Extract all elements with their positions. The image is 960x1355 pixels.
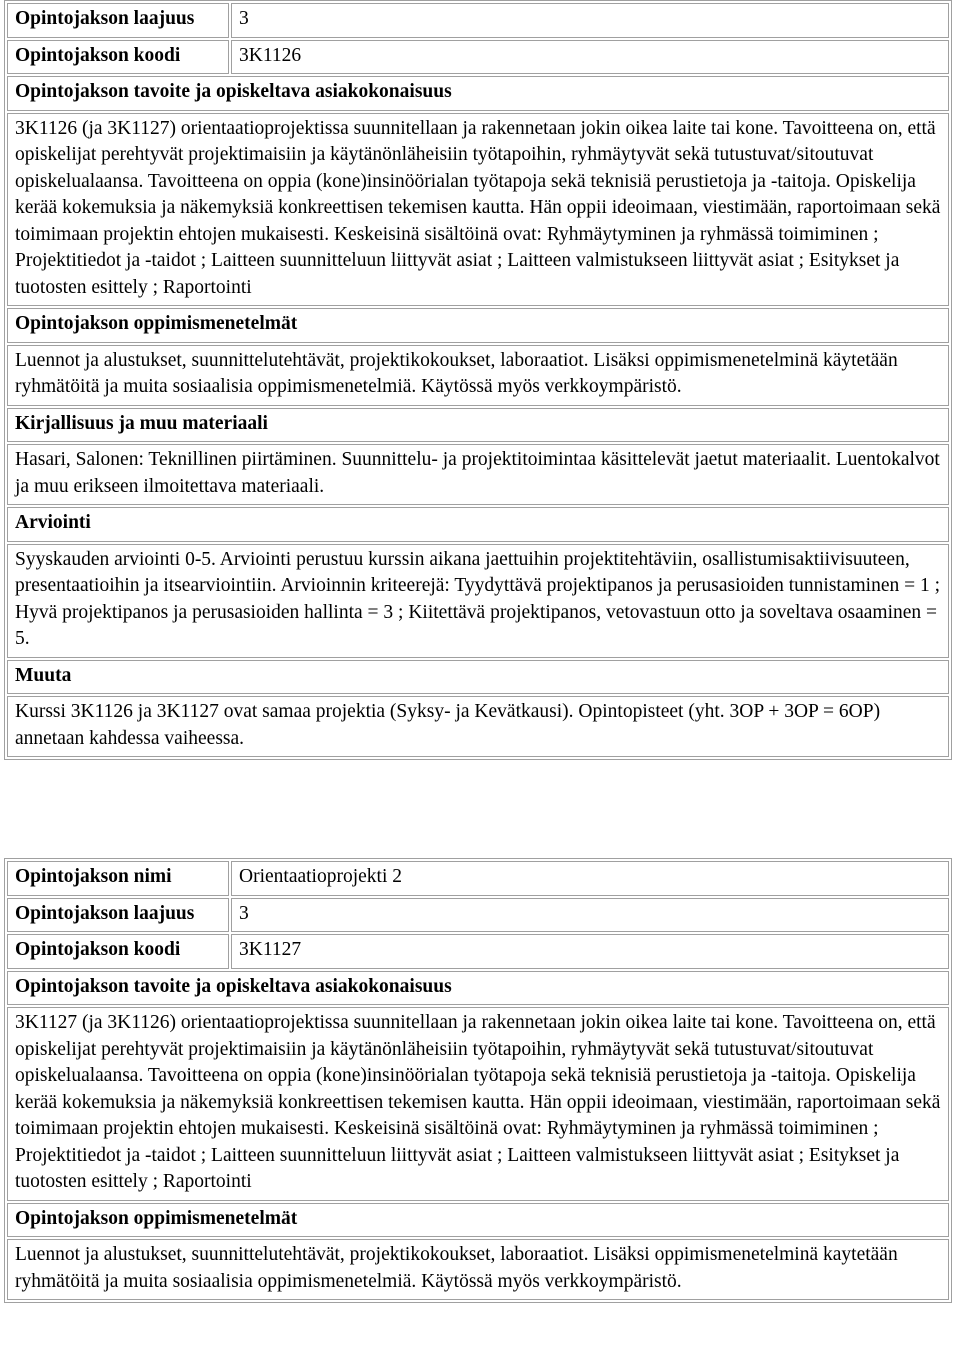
tavoite-text: 3K1127 (ja 3K1126) orientaatioprojektissa suunnitellaan ja rakennetaan jokin oikea laite tai kone. Tavoitteena on, että opiskelijat perehtyvät projektimaisiin ja käytänönläheisiin työtapoihin, ryhmäytyvät sekä tutustuvat/sitoutuvat opiskelualaansa. Tavoitteena on oppia (kone)insinöörialan työtapoja sekä teknisiä perustietoja ja -taitoja. Opiskelija kerää kokemuksia ja näkemyksiä konkreettisen tekemisen kautta. Hän oppii ideoimaan, viestimään, raportoimaan sekä toimimaan projektin ehtojen mukaisesti. Keskeisinä sisältöinä ovat: Ryhmäytyminen ja ryhmässä toimiminen ; Projektitiedot ja -taidot ; Laitteen suunnitteluun liittyvät asiat ; Laitteen valmistukseen liittyvät asiat ; Esitykset ja tuotosten esittely ; Raportointi: [7, 1007, 949, 1201]
course-table-3k1127: [4, 858, 952, 1303]
arviointi-text: Syyskauden arviointi 0-5. Arviointi perustuu kurssin aikana jaettuihin projektitehtäviin, osallistumisaktiivisuuteen, presentaatioihin ja itsearviointiin. Arvioinnin kriteerejä: Tyydyttävä projektipanos ja perusasioiden tunnistaminen = 1 ; Hyvä projektipanos ja perusasioiden hallinta = 3 ; Kiitettävä projektipanos, vetovastuun otto ja soveltava osaaminen = 5.: [7, 544, 949, 658]
tavoite-heading: Opintojakson tavoite ja opiskeltava asiakokonaisuus: [7, 971, 949, 1006]
koodi-value: 3K1127: [231, 934, 949, 969]
course-table-3k1126: [4, 0, 952, 760]
menetelmat-heading: Opintojakson oppimismenetelmät: [7, 1203, 949, 1238]
arviointi-heading: Arviointi: [7, 507, 949, 542]
kirjallisuus-heading: Kirjallisuus ja muu materiaali: [7, 408, 949, 443]
muuta-heading: Muuta: [7, 660, 949, 695]
menetelmat-heading: Opintojakson oppimismenetelmät: [7, 308, 949, 343]
menetelmat-text: Luennot ja alustukset, suunnittelutehtävät, projektikokoukset, laboraatiot. Lisäksi oppimismenetelminä kaytetään ryhmätöitä ja muita sosiaalisia oppimismenetelmiä. Käytössä myös verkkoympäristö.: [7, 1239, 949, 1300]
laajuus-value: 3: [231, 3, 949, 38]
kirjallisuus-text: Hasari, Salonen: Teknillinen piirtäminen. Suunnittelu- ja projektitoimintaa käsittelevät jaetut materiaalit. Luentokalvot ja muu erikseen ilmoitettava materiaali.: [7, 444, 949, 505]
koodi-label: Opintojakson koodi: [7, 934, 229, 969]
nimi-label: Opintojakson nimi: [7, 861, 229, 896]
tavoite-text: 3K1126 (ja 3K1127) orientaatioprojektissa suunnitellaan ja rakennetaan jokin oikea laite tai kone. Tavoitteena on, että opiskelijat perehtyvät projektimaisiin ja käytänönläheisiin työtapoihin, ryhmäytyvät sekä tutustuvat/sitoutuvat opiskelualaansa. Tavoitteena on oppia (kone)insinöörialan työtapoja sekä teknisiä perustietoja ja -taitoja. Opiskelija kerää kokemuksia ja näkemyksiä konkreettisen tekemisen kautta. Hän oppii ideoimaan, viestimään, raportoimaan sekä toimimaan projektin ehtojen mukaisesti. Keskeisinä sisältöinä ovat: Ryhmäytyminen ja ryhmässä toimiminen ; Projektitiedot ja -taidot ; Laitteen suunnitteluun liittyvät asiat ; Laitteen valmistukseen liittyvät asiat ; Esitykset ja tuotosten esittely ; Raportointi: [7, 113, 949, 307]
laajuus-label: Opintojakson laajuus: [7, 3, 229, 38]
koodi-value: 3K1126: [231, 40, 949, 75]
tavoite-heading: Opintojakson tavoite ja opiskeltava asiakokonaisuus: [7, 76, 949, 111]
laajuus-value: 3: [231, 898, 949, 933]
koodi-label: Opintojakson koodi: [7, 40, 229, 75]
menetelmat-text: Luennot ja alustukset, suunnittelutehtävät, projektikokoukset, laboraatiot. Lisäksi oppimismenetelminä käytetään ryhmätöitä ja muita sosiaalisia oppimismenetelmiä. Käytössä myös verkkoympäristö.: [7, 345, 949, 406]
muuta-text: Kurssi 3K1126 ja 3K1127 ovat samaa projektia (Syksy- ja Kevätkausi). Opintopisteet (yht. 3OP + 3OP = 6OP) annetaan kahdessa vaiheessa.: [7, 696, 949, 757]
nimi-value: Orientaatioprojekti 2: [231, 861, 949, 896]
laajuus-label: Opintojakson laajuus: [7, 898, 229, 933]
